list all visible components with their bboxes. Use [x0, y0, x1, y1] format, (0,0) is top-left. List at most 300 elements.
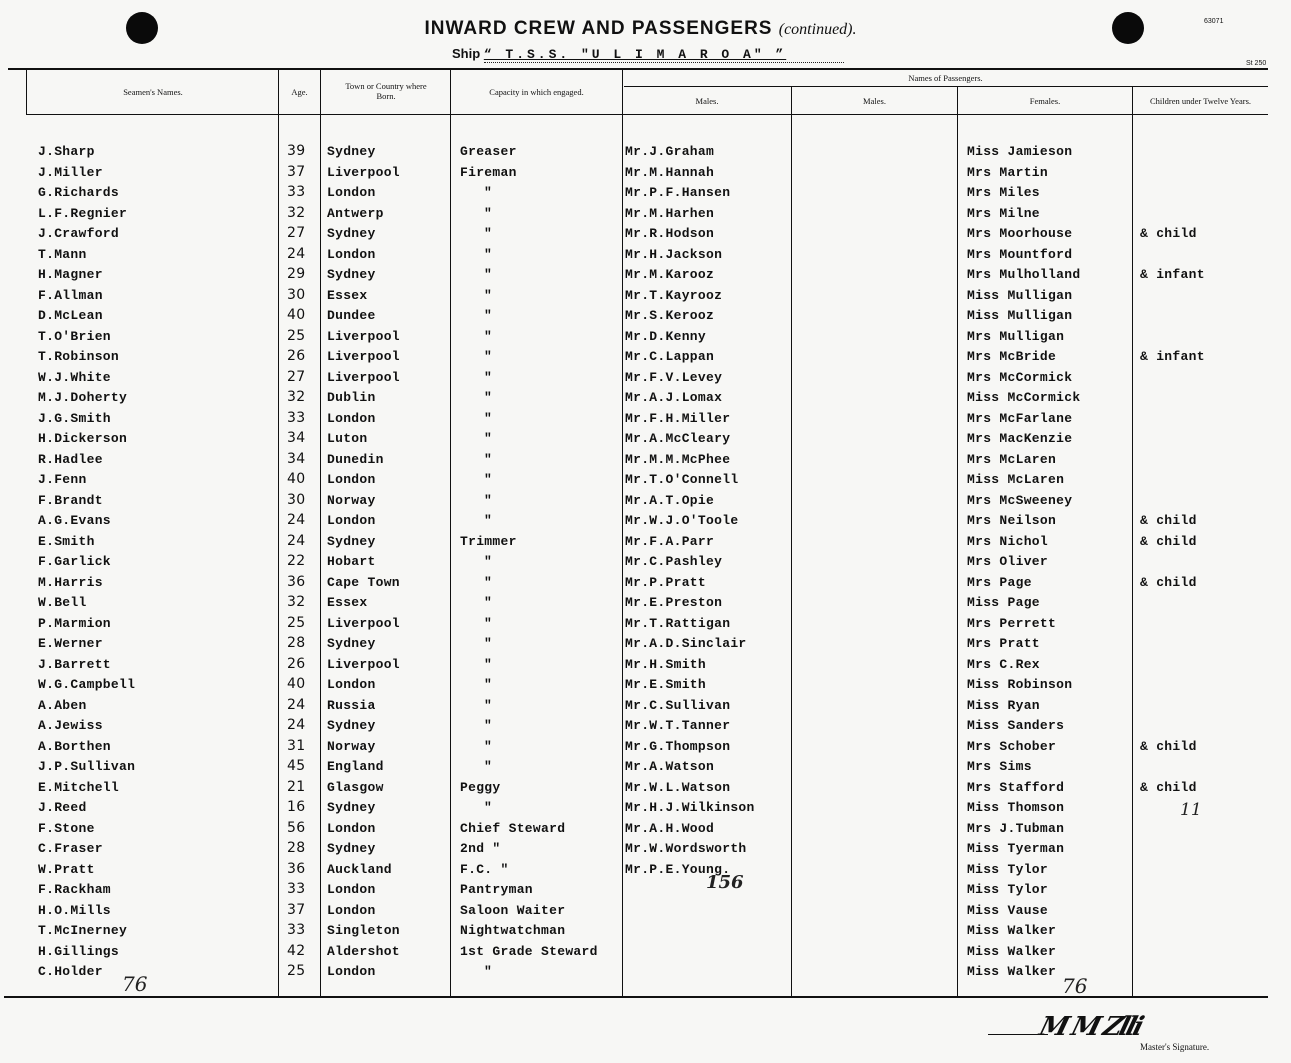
seaman-capacity: " [484, 636, 493, 651]
seaman-capacity: " [484, 697, 493, 713]
table-row [0, 698, 1291, 718]
seaman-capacity: " [484, 800, 493, 815]
passenger-female: Mrs McFarlane [967, 410, 1073, 426]
seaman-age: 21 [287, 778, 306, 795]
seaman-capacity: Greaser [460, 144, 517, 159]
table-row [0, 636, 1291, 656]
seaman-age: 32 [287, 594, 306, 610]
seaman-name: W.J.White [38, 369, 111, 385]
seaman-birthplace: London [327, 964, 376, 979]
passenger-female: Miss Ryan [967, 697, 1040, 713]
seaman-name: W.Pratt [38, 861, 95, 877]
seaman-birthplace: Glasgow [327, 779, 384, 795]
table-row [0, 677, 1291, 697]
seaman-age: 31 [287, 737, 306, 754]
seaman-birthplace: Sydney [327, 841, 376, 856]
seaman-capacity: Chief Steward [460, 820, 566, 836]
seaman-capacity: " [484, 677, 493, 692]
seaman-age: 24 [287, 245, 306, 262]
passenger-children: & infant [1140, 267, 1205, 282]
passenger-male: Mr.P.F.Hansen [625, 185, 731, 200]
seaman-capacity: " [484, 472, 493, 487]
seaman-name: A.Aben [38, 697, 87, 713]
seaman-name: J.Crawford [38, 226, 120, 241]
seaman-age: 40 [287, 676, 306, 692]
passenger-male: Mr.A.H.Wood [625, 820, 715, 836]
passenger-female: Miss Vause [967, 902, 1049, 918]
passenger-female: Mrs McCormick [967, 369, 1073, 385]
seaman-capacity: " [484, 287, 493, 303]
passenger-female: Mrs McBride [967, 349, 1057, 364]
header-males-2: Males. [863, 96, 886, 106]
seaman-age: 42 [287, 942, 306, 959]
seaman-capacity: 2nd " [460, 841, 501, 856]
table-row [0, 534, 1291, 554]
seaman-capacity: 1st Grade Steward [460, 943, 598, 959]
passenger-female: Mrs Mulligan [967, 328, 1065, 344]
seaman-birthplace: London [327, 882, 376, 897]
passenger-male: Mr.E.Smith [625, 677, 707, 692]
seaman-name: A.Borthen [38, 738, 111, 754]
passengers-header-rule [624, 86, 1268, 87]
table-row [0, 780, 1291, 800]
seaman-age: 45 [287, 758, 306, 774]
table-row [0, 226, 1291, 246]
seaman-capacity: " [484, 718, 493, 733]
passenger-female: Mrs Milne [967, 205, 1040, 221]
passenger-female: Miss Mulligan [967, 287, 1073, 303]
table-row [0, 616, 1291, 636]
seaman-age: 28 [287, 635, 306, 651]
seaman-name: M.J.Doherty [38, 390, 128, 405]
seaman-age: 25 [287, 327, 306, 344]
seaman-capacity: " [484, 964, 493, 979]
table-row [0, 288, 1291, 308]
seaman-capacity: Peggy [460, 779, 501, 795]
seaman-birthplace: Aldershot [327, 943, 400, 959]
passenger-male: Mr.J.Graham [625, 144, 715, 159]
seaman-age: 25 [287, 963, 306, 979]
passenger-male: Mr.C.Lappan [625, 349, 715, 364]
passenger-male: Mr.A.McCleary [625, 431, 731, 446]
title-suffix: (continued). [778, 21, 857, 38]
header-seamen-names: Seamen's Names. [123, 87, 183, 97]
seaman-birthplace: England [327, 759, 384, 774]
seaman-age: 37 [287, 163, 306, 180]
passenger-male: Mr.W.J.O'Toole [625, 513, 739, 528]
seaman-name: T.O'Brien [38, 328, 111, 344]
seaman-birthplace: Sydney [327, 533, 376, 549]
seaman-birthplace: Sydney [327, 718, 376, 733]
seaman-age: 22 [287, 553, 306, 569]
passenger-male: Mr.F.H.Miller [625, 410, 731, 426]
passenger-female: Mrs Stafford [967, 779, 1065, 795]
ship-label: Ship [452, 46, 481, 61]
passenger-male: Mr.W.Wordsworth [625, 841, 747, 856]
table-row [0, 206, 1291, 226]
passenger-female: Mrs Miles [967, 185, 1040, 200]
passenger-children: & child [1140, 226, 1197, 241]
table-row [0, 800, 1291, 820]
crew-total-mark: 76 [122, 972, 148, 996]
seaman-capacity: Nightwatchman [460, 923, 566, 938]
seaman-age: 24 [287, 532, 306, 549]
passenger-female: Mrs C.Rex [967, 656, 1040, 672]
passenger-male: Mr.R.Hodson [625, 226, 715, 241]
table-row [0, 452, 1291, 472]
passenger-male: Mr.D.Kenny [625, 328, 707, 344]
table-row [0, 657, 1291, 677]
col-divider-left [26, 70, 27, 114]
seaman-capacity: Fireman [460, 164, 517, 180]
passenger-female: Mrs J.Tubman [967, 820, 1065, 836]
passenger-male: Mr.F.A.Parr [625, 533, 715, 549]
passenger-male: Mr.C.Pashley [625, 554, 723, 569]
seaman-birthplace: Sydney [327, 636, 376, 651]
seaman-name: J.P.Sullivan [38, 759, 136, 774]
seaman-birthplace: Essex [327, 595, 368, 610]
passenger-male: Mr.T.Kayrooz [625, 287, 723, 303]
seaman-age: 39 [287, 143, 306, 159]
seaman-name: F.Brandt [38, 492, 103, 508]
passenger-male: Mr.P.E.Young. [625, 861, 731, 877]
seaman-age: 24 [287, 696, 306, 713]
table-row [0, 472, 1291, 492]
passenger-male: Mr.M.Hannah [625, 164, 715, 180]
table-row [0, 144, 1291, 164]
seaman-birthplace: London [327, 472, 376, 487]
seaman-capacity: " [484, 738, 493, 754]
table-row [0, 349, 1291, 369]
seaman-capacity: Saloon Waiter [460, 902, 566, 918]
seaman-birthplace: London [327, 902, 376, 918]
seaman-name: H.O.Mills [38, 902, 111, 918]
passenger-female: Miss Tylor [967, 882, 1049, 897]
passenger-female: Mrs Page [967, 574, 1032, 590]
seaman-birthplace: Sydney [327, 800, 376, 815]
seaman-capacity: " [484, 492, 493, 508]
seaman-capacity: " [484, 185, 493, 200]
table-row [0, 308, 1291, 328]
passenger-male: Mr.G.Thompson [625, 738, 731, 754]
seaman-birthplace: London [327, 185, 376, 200]
passenger-female: Miss Walker [967, 923, 1057, 938]
seaman-age: 33 [287, 881, 306, 897]
table-row [0, 841, 1291, 861]
header-males-1: Males. [695, 96, 719, 106]
seaman-capacity: " [484, 246, 493, 262]
seaman-age: 40 [287, 471, 306, 487]
seaman-age: 34 [287, 430, 306, 446]
seaman-birthplace: London [327, 677, 376, 692]
seaman-name: F.Rackham [38, 882, 111, 897]
seaman-name: T.McInerney [38, 923, 128, 938]
master-signature: M M Zlli [1035, 1012, 1145, 1042]
seaman-capacity: " [484, 431, 493, 446]
seaman-age: 37 [287, 901, 306, 918]
seaman-age: 32 [287, 389, 306, 405]
seaman-birthplace: London [327, 246, 376, 262]
passenger-male: Mr.H.Smith [625, 656, 707, 672]
passenger-female: Mrs Mulholland [967, 267, 1081, 282]
seaman-capacity: " [484, 328, 493, 344]
seaman-name: M.Harris [38, 574, 103, 590]
table-row [0, 431, 1291, 451]
seaman-name: A.Jewiss [38, 718, 103, 733]
table-row [0, 759, 1291, 779]
seaman-capacity: " [484, 410, 493, 426]
seaman-name: C.Fraser [38, 841, 103, 856]
table-row [0, 411, 1291, 431]
seaman-capacity: " [484, 513, 493, 528]
passenger-female: Miss Walker [967, 964, 1057, 979]
header-town: Town or Country where Born. [345, 81, 427, 101]
seaman-age: 24 [287, 512, 306, 528]
title-main: INWARD CREW AND PASSENGERS [424, 18, 773, 39]
seaman-age: 40 [287, 307, 306, 323]
passenger-children: & child [1140, 779, 1197, 795]
seaman-birthplace: Dunedin [327, 451, 384, 467]
seaman-age: 30 [287, 491, 306, 508]
seaman-capacity: " [484, 554, 493, 569]
table-row [0, 493, 1291, 513]
seaman-birthplace: London [327, 513, 376, 528]
table-row [0, 247, 1291, 267]
seaman-capacity: " [484, 349, 493, 364]
passenger-female: Miss Walker [967, 943, 1057, 959]
seaman-age: 33 [287, 409, 306, 426]
seaman-age: 32 [287, 204, 306, 221]
passenger-female: Miss Jamieson [967, 144, 1073, 159]
seaman-age: 27 [287, 368, 306, 385]
seaman-birthplace: Auckland [327, 861, 392, 877]
passenger-male: Mr.F.V.Levey [625, 369, 723, 385]
passenger-female: Mrs Schober [967, 738, 1057, 754]
passenger-female: Miss Sanders [967, 718, 1065, 733]
passenger-female: Miss Tyerman [967, 841, 1065, 856]
passenger-male: Mr.W.L.Watson [625, 779, 731, 795]
seaman-birthplace: Luton [327, 431, 368, 446]
seaman-age: 33 [287, 184, 306, 200]
form-number: 63071 [1204, 18, 1224, 25]
seaman-name: A.G.Evans [38, 513, 111, 528]
seaman-birthplace: London [327, 820, 376, 836]
table-row [0, 903, 1291, 923]
table-row [0, 821, 1291, 841]
seaman-age: 26 [287, 348, 306, 364]
seaman-capacity: " [484, 574, 493, 590]
seaman-birthplace: Norway [327, 492, 376, 508]
table-row [0, 595, 1291, 615]
header-age: Age. [291, 87, 308, 97]
table-row [0, 165, 1291, 185]
seaman-birthplace: Dundee [327, 308, 376, 323]
seaman-age: 16 [287, 799, 306, 815]
table-row [0, 944, 1291, 964]
seaman-name: C.Holder [38, 964, 103, 979]
table-row [0, 575, 1291, 595]
passenger-female: Miss McLaren [967, 472, 1065, 487]
seaman-capacity: " [484, 308, 493, 323]
seaman-name: F.Garlick [38, 554, 111, 569]
table-row [0, 964, 1291, 984]
seaman-name: W.Bell [38, 595, 87, 610]
seaman-capacity: " [484, 595, 493, 610]
seaman-capacity: Trimmer [460, 533, 517, 549]
seaman-birthplace: Liverpool [327, 328, 400, 344]
table-row [0, 185, 1291, 205]
seaman-age: 29 [287, 266, 306, 282]
header-passengers: Names of Passengers. [908, 73, 983, 83]
seaman-capacity: Pantryman [460, 882, 533, 897]
passenger-male: Mr.H.Jackson [625, 246, 723, 262]
passenger-male: Mr.M.M.McPhee [625, 451, 731, 467]
passenger-male: Mr.A.J.Lomax [625, 390, 723, 405]
seaman-age: 28 [287, 840, 306, 856]
seaman-birthplace: Russia [327, 697, 376, 713]
seaman-name: H.Magner [38, 267, 103, 282]
seaman-age: 34 [287, 450, 306, 467]
seaman-capacity: " [484, 226, 493, 241]
table-top-rule [8, 68, 1268, 70]
seaman-name: E.Werner [38, 636, 103, 651]
form-code: St 250 [1246, 60, 1267, 67]
seaman-age: 56 [287, 819, 306, 836]
table-row [0, 513, 1291, 533]
passenger-female: Mrs Mountford [967, 246, 1073, 262]
female-total-mark: 76 [1062, 974, 1088, 998]
seaman-capacity: " [484, 205, 493, 221]
passenger-children: & child [1140, 513, 1197, 528]
passenger-male: Mr.A.T.Opie [625, 492, 715, 508]
passenger-female: Mrs Nichol [967, 533, 1049, 549]
passenger-female: Miss Mulligan [967, 308, 1073, 323]
seaman-birthplace: Sydney [327, 226, 376, 241]
seaman-name: D.McLean [38, 308, 103, 323]
seaman-birthplace: Norway [327, 738, 376, 754]
passenger-female: Miss McCormick [967, 390, 1081, 405]
passenger-male: Mr.S.Kerooz [625, 308, 715, 323]
seaman-capacity: " [484, 615, 493, 631]
seaman-age: 27 [287, 225, 306, 241]
passenger-male: Mr.A.D.Sinclair [625, 636, 747, 651]
passenger-male: Mr.C.Sullivan [625, 697, 731, 713]
passenger-children: & child [1140, 738, 1197, 754]
table-row [0, 370, 1291, 390]
passenger-male: Mr.E.Preston [625, 595, 723, 610]
tick-mark: 11 [1180, 800, 1202, 820]
table-row [0, 923, 1291, 943]
seaman-capacity: " [484, 369, 493, 385]
male-total-mark: 156 [706, 872, 744, 893]
seaman-capacity: " [484, 656, 493, 672]
seaman-age: 30 [287, 286, 306, 303]
passenger-male: Mr.T.O'Connell [625, 472, 739, 487]
seaman-age: 24 [287, 717, 306, 733]
seaman-capacity: " [484, 759, 493, 774]
passenger-female: Mrs McLaren [967, 451, 1057, 467]
header-capacity: Capacity in which engaged. [489, 87, 584, 97]
table-row [0, 267, 1291, 287]
passenger-children: & child [1140, 574, 1197, 590]
passenger-female: Mrs Moorhouse [967, 226, 1073, 241]
table-row [0, 329, 1291, 349]
seaman-name: G.Richards [38, 185, 120, 200]
seaman-name: J.Miller [38, 164, 103, 180]
passenger-female: Miss Page [967, 595, 1040, 610]
seaman-name: R.Hadlee [38, 451, 103, 467]
table-row [0, 739, 1291, 759]
seaman-birthplace: Liverpool [327, 656, 400, 672]
seaman-name: W.G.Campbell [38, 677, 136, 692]
header-bottom-rule [26, 114, 1268, 115]
table-row [0, 718, 1291, 738]
passenger-female: Miss Tylor [967, 861, 1049, 877]
passenger-children: & child [1140, 533, 1197, 549]
passenger-male: Mr.H.J.Wilkinson [625, 800, 755, 815]
seaman-age: 26 [287, 655, 306, 672]
seaman-birthplace: Cape Town [327, 574, 400, 590]
ship-line [452, 46, 844, 63]
seaman-name: J.Reed [38, 800, 87, 815]
passenger-female: Mrs Martin [967, 164, 1049, 180]
seaman-birthplace: Singleton [327, 923, 400, 938]
passenger-female: Mrs MacKenzie [967, 431, 1073, 446]
seaman-birthplace: Sydney [327, 267, 376, 282]
seaman-age: 36 [287, 573, 306, 590]
passenger-female: Miss Thomson [967, 800, 1065, 815]
seaman-birthplace: London [327, 410, 376, 426]
passenger-female: Mrs McSweeney [967, 492, 1073, 508]
passenger-female: Mrs Sims [967, 759, 1032, 774]
passenger-children: & infant [1140, 349, 1205, 364]
seaman-name: F.Allman [38, 287, 103, 303]
passenger-male: Mr.W.T.Tanner [625, 718, 731, 733]
seaman-birthplace: Dublin [327, 390, 376, 405]
seaman-capacity: " [484, 451, 493, 467]
seaman-name: J.Sharp [38, 144, 95, 159]
seaman-birthplace: Antwerp [327, 205, 384, 221]
seaman-birthplace: Sydney [327, 144, 376, 159]
table-row [0, 390, 1291, 410]
seaman-birthplace: Liverpool [327, 349, 400, 364]
seaman-name: H.Dickerson [38, 431, 128, 446]
header-females: Females. [1029, 96, 1061, 106]
seaman-name: H.Gillings [38, 943, 120, 959]
seaman-name: P.Marmion [38, 615, 111, 631]
passenger-male: Mr.P.Pratt [625, 574, 707, 590]
seaman-name: T.Mann [38, 246, 87, 262]
seaman-name: T.Robinson [38, 349, 120, 364]
seaman-name: J.Fenn [38, 472, 87, 487]
seaman-capacity: " [484, 390, 493, 405]
seaman-capacity: " [484, 267, 493, 282]
seaman-birthplace: Liverpool [327, 615, 400, 631]
signature-label: Master's Signature. [1140, 1042, 1210, 1052]
seaman-birthplace: Liverpool [327, 164, 400, 180]
passenger-female: Mrs Pratt [967, 636, 1040, 651]
passenger-male: Mr.M.Harhen [625, 205, 715, 221]
seaman-age: 33 [287, 922, 306, 938]
page-title [0, 18, 1291, 40]
passenger-male: Mr.A.Watson [625, 759, 715, 774]
seaman-name: L.F.Regnier [38, 205, 128, 221]
seaman-name: E.Smith [38, 533, 95, 549]
ship-name: “ T.S.S. "U L I M A R O A" ” [484, 47, 844, 63]
seaman-age: 36 [287, 860, 306, 877]
table-row [0, 554, 1291, 574]
seaman-name: E.Mitchell [38, 779, 120, 795]
